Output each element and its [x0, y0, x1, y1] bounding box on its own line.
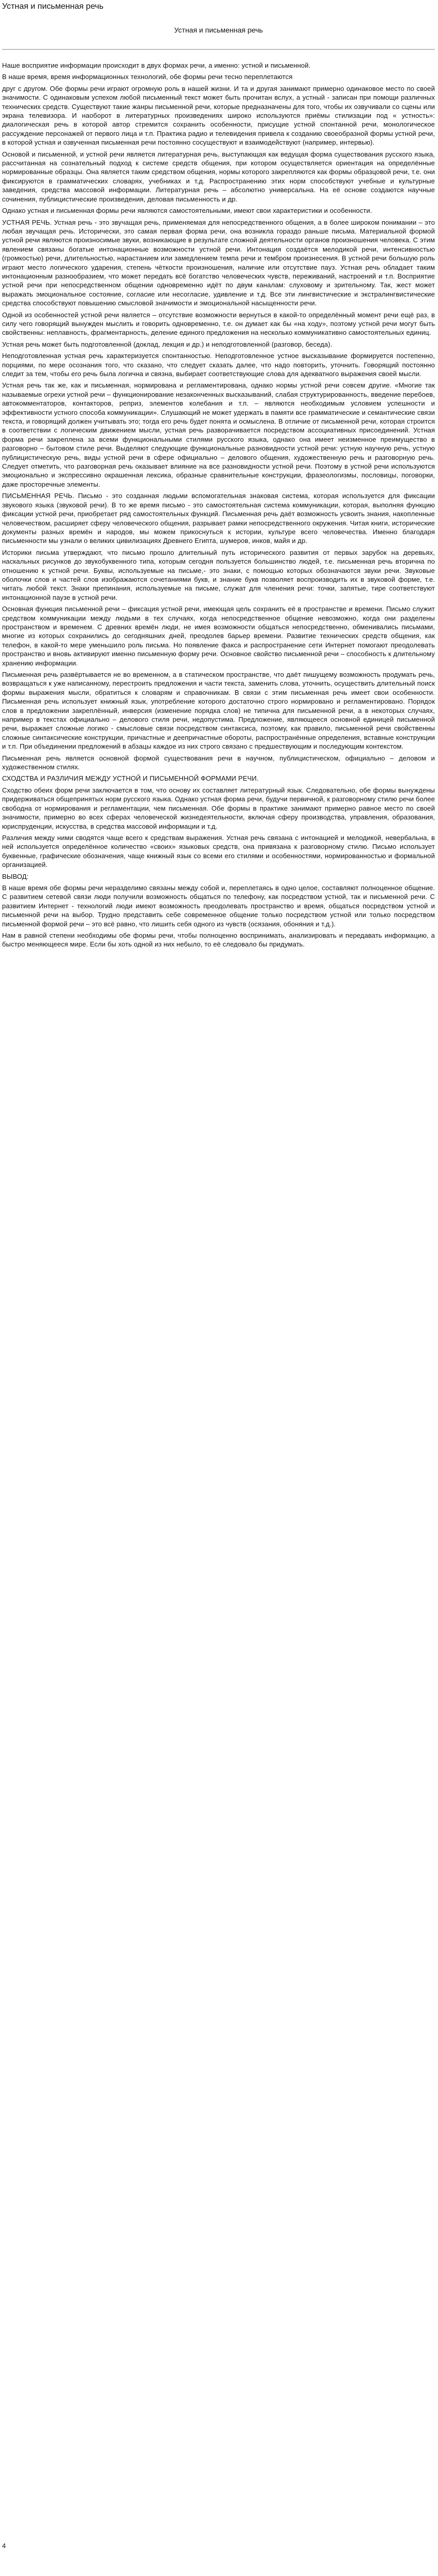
- paragraph: Письменная речь является основной формой существования речи в научном, публицистическом, официально – деловом и художественном стилях.: [2, 754, 435, 771]
- paragraph: Основная функция письменной речи – фиксация устной речи, имеющая цель сохранить её в пространстве и времени. Письмо служит средством коммуникации между людьми в тех случаях, когда непосредственное общение невозможно, когда они разделены пространством и временем. С древних времён люди, не имея возможности общаться непосредственно, обменивались письмами, многие из которых сохранились до сегодняшних дней, преодолев барьер времени. Развитие технических средств общения, как телефон, в какой-то мере уменьшило роль письма. Но появление факса и распространение сети Интернет помогают преодолевать пространство и вновь активируют именно письменную форму речи. Основное свойство письменной речи – способность к длительному хранению информации.: [2, 605, 435, 667]
- page-number: 4: [2, 2542, 6, 2550]
- paragraph: Различия между ними сводятся чаще всего к средствам выражения. Устная речь связана с интонацией и мелодикой, невербальна, в ней используется определённое количество «своих» языковых средств, она привязана к разговорному стилю. Письмо использует буквенные, графические обозначения, чаще книжный язык со всеми его стилями и особенностями, нормированностью и формальной организацией.: [2, 833, 435, 869]
- paragraph: Историки письма утверждают, что письмо прошло длительный путь исторического развития от первых зарубок на деревьях, наскальных рисунков до звукобуквенного типа, которым сегодня пользуется большинство людей, т.е. письменная речь вторична по отношению к устной речи. Буквы, используемые на письме,- это знаки, с помощью которых обозначаются звуки речи. Звуковые оболочки слов и частей слов изображаются сочетаниями букв, и знание букв позволяет воспроизводить их в звуковой форме, т.е. читать любой текст. Знаки препинания, используемые на письме, служат для членения речи: точки, запятые, тире соответствуют интонационной паузе в устной речи.: [2, 548, 435, 601]
- paragraph: Устная речь так же, как и письменная, нормирована и регламентирована, однако нормы устной речи совсем другие. «Многие так называемые огрехи устной речи – функционирование незаконченных высказываний, слабая структурированность, введение перебоев, автокомментаторов, контакторов, реприз, элементов колебания и т.п. – являются необходимым условием успешности и эффективности устного способа коммуникации». Слушающий не может удержать в памяти все грамматические и семантические связи текста, и говорящий должен учитывать это; тогда его речь будет понята и осмыслена. В отличие от письменной речи, которая строится в соответствии с логическим движением мысли, устная речь разворачивается посредством ассоциативных присоединений. Устная форма речи закреплена за всеми функциональными стилями русского языка, однако она имеет неизменное преимущество в разговорно – бытовом стиле речи. Выделяют следующие функциональные разновидности устной речи: устную научную речь, устную публицистическую речь, виды устной речи в сфере официально – делового общения, художественную речь и разговорную речь. Следует отметить, что разговорная речь оказывает влияние на все разновидности устной речи. Поэтому в устной речи используются эмоционально и экспрессивно окрашенная лексика, образные сравнительные конструкции, фразеологизмы, пословицы, поговорки, даже просторечные элементы.: [2, 381, 435, 488]
- paragraph: Сходство обеих форм речи заключается в том, что основу их составляет литературный язык. Следовательно, обе формы вынуждены придерживаться общепринятых норм русского языка. Однако устная форма речи, будучи первичной, к разговорному стилю речи более свободна от нормирования и регламентации, чем письменная. Обе формы в практике занимают примерно равное место по своей значимости, примерно во всех сферах человеческой жизнедеятельности, включая сферу производства, управления, образования, юриспруденции, искусства, в средства массовой информации и т.д.: [2, 786, 435, 830]
- document-body: [2, 61, 435, 949]
- paragraph: Нам в равной степени необходимы обе формы речи, чтобы полноценно воспринимать, анализировать и передавать информацию, а быстро меняющееся мире. Если бы хоть одной из них небыло, то её следовало бы придумать.: [2, 931, 435, 949]
- paragraph: В наше время обе формы речи неразделимо связаны между собой и, переплетаясь в одно целое, составляют полноценное общение. С развитием сетевой связи люди получили возможность общаться по телефону, как посредством устной, так и письменной речи. С развитием Интернет - технологий люди имеют возможность преодолевать пространство и время, общаться посредством устной и письменной речи на выбор. Трудно представить себе современное общение только посредством устной или только посредством письменной формой речи – это всё равно, что лишить себя одного из чувств (осязания, обоняния и т.д.).: [2, 883, 435, 928]
- paragraph: Одной из особенностей устной речи является – отсутствие возможности вернуться в какой-то определённый момент речи ещё раз, в силу чего говорящий вынужден мыслить и говорить одновременно, т.е. он думает как бы «на ходу», поэтому устной речи могут быть свойственны: неплавность, фрагментарность, деление единого предложения на несколько коммуникативно самостоятельных единиц.: [2, 311, 435, 337]
- section-heading-similarities: СХОДСТВА И РАЗЛИЧИЯ МЕЖДУ УСТНОЙ И ПИСЬМЕННОЙ ФОРМАМИ РЕЧИ.: [2, 774, 259, 783]
- section-heading-conclusion: ВЫВОД:: [2, 872, 29, 880]
- paragraph-written-speech: ПИСЬМЕННАЯ РЕЧЬ. Письмо - это созданная людьми вспомогательная знаковая система, которая используется для фиксации звукового языка (звуковой речи). В то же время письмо - это самостоятельная система коммуникации, которая, выполняя функцию фиксации устной речи, приобретает ряд самостоятельных функций. Письменная речь даёт возможность усвоить знания, накопленные человечеством, расширяет сферу человеческого общения, разрывает рамки непосредственного окружения. Читая книги, исторические документы разных времён и народов, мы можем прикоснуться к истории, культуре всего человечества. Именно благодаря письменности мы узнали о великих цивилизациях Древнего Египта, шумеров, инков, майя и др.: [2, 492, 435, 545]
- paragraph: Однако устная и письменная формы речи являются самостоятельными, имеют свои характеристики и особенности.: [2, 207, 372, 215]
- paragraph: Устная речь может быть подготовленной (доклад, лекция и др.) и неподготовленной (разговор, беседа).: [2, 340, 333, 348]
- paragraph: друг с другом. Обе формы речи играют огромную роль в нашей жизни. И та и другая занимают примерно одинаковое место по своей значимости. С одинаковым успехом любой письменный текст может быть прочитан вслух, а устный - записан при помощи различных технических средств. Существуют такие жанры письменной речи, которые предназначены для того, чтобы их озвучивали со сцены или экрана телевизора. И наоборот в литературных произведениях широко используются приёмы стилизации под « устность»: диалогическая речь в которой автор стремится сохранить особенности, присущие устной спонтанной речи, монологическое рассуждение персонажей от первого лица и т.п. Практика радио и телевидения привела к созданию своеобразной формы устной речи, в которой устная и озвученная письменная речи постоянно сосуществуют и взаимодействуют (например, интервью).: [2, 84, 435, 147]
- paragraph-oral-speech: УСТНАЯ РЕЧЬ. Устная речь - это звучащая речь, применяемая для непосредственного общения, а в более широком понимании – это любая звучащая речь. Исторически, это самая первая форма речи, она возникла гораздо раньше письма. Материальной формой устной речи являются произносимые звуки, возникающие в результате сложной деятельности органов произношения человека. С этим явлением связаны богатые интонационные возможности устной речи. Интонация создаётся мелодикой речи, интенсивностью (громкостью) речи, длительностью, нарастанием или замедлением темпа речи и тембром произнесения. В устной речи большую роль играют место логического ударения, степень чёткости произношения, наличие или отсутствие пауз. Устная речь обладает таким интонационным разнообразием, что может передать всё богатство человеческих чувств, переживаний, настроений и т.п. Восприятие устной речи при непосредственном общении одновременно идёт по двум каналам: слуховому и зрительному. Так, жест может выражать эмоциональное состояние, согласие или несогласие, удивление и т.д. Все эти лингвистические и экстралингвистические средства способствуют повышению смысловой значимости и эмоциональной насыщенности речи.: [2, 218, 435, 307]
- paragraph: В наше время, время информационных технологий, обе формы речи тесно переплетаются: [2, 73, 293, 81]
- paragraph: Наше восприятие информации происходит в двух формах речи, а именно: устной и письменной.: [2, 61, 311, 69]
- paragraph: Неподготовленная устная речь характеризуется спонтанностью. Неподготовленное устное высказывание формируется постепенно, порциями, по мере осознания того, что сказано, что следует сказать далее, что надо повторить, уточнить. Говорящий постоянно следит за тем, чтобы его речь была логична и связна, выбирает соответствующие слова для адекватного выражения своей мысли.: [2, 352, 435, 378]
- paragraph: Письменная речь развёртывается не во временном, а в статическом пространстве, что даёт пишущему возможность продумать речь, возвращаться к уже написанному, перестроить предложения и части текста, заменить слова, уточнить, осуществить длительный поиск формы выражения мысли, обратиться к словарям и справочникам. В связи с этим письменная речь имеет свои особенности. Письменная речь использует книжный язык, употребление которого достаточно строго нормировано и регламентировано. Порядок слов в предложении закреплённый, инверсия (изменение порядка слов) не типична для письменной речи, а в некоторых случаях, например в текстах официально – делового стиля речи, недопустима. Предложение, являющееся основной единицей письменной речи, выражает сложные логико - смысловые связи посредством синтаксиса, поэтому, как правило, письменной речи свойственны сложные синтаксические конструкции, причастные и деепричастные обороты, распространённые определения, вставные конструкции и т.п. При объединении предложений в абзацы каждое из них строго связано с предшествующим и последующим контекстом.: [2, 671, 435, 751]
- document-subtitle: Устная и письменная речь: [174, 26, 263, 34]
- title-divider: [2, 49, 435, 50]
- document-title: Устная и письменная речь: [2, 2, 104, 11]
- paragraph: Основой и письменной, и устной речи является литературная речь, выступающая как ведущая форма существования русского языка, рассчитанная на сознательный подход к системе средств общения, при котором осуществляется ориентация на определённые нормированные образцы. Она является таким средством общения, нормы которого закрепляются как формы образцовой речи, т.е. они фиксируются в грамматических словарях, учебниках и т.д. Распространению этих норм способствуют учебные и культурные заведения, средства массовой информации. Литературная речь – абсолютно универсальна. На её основе создаются научные сочинения, публицистические произведения, деловая письменность и др.: [2, 150, 435, 203]
